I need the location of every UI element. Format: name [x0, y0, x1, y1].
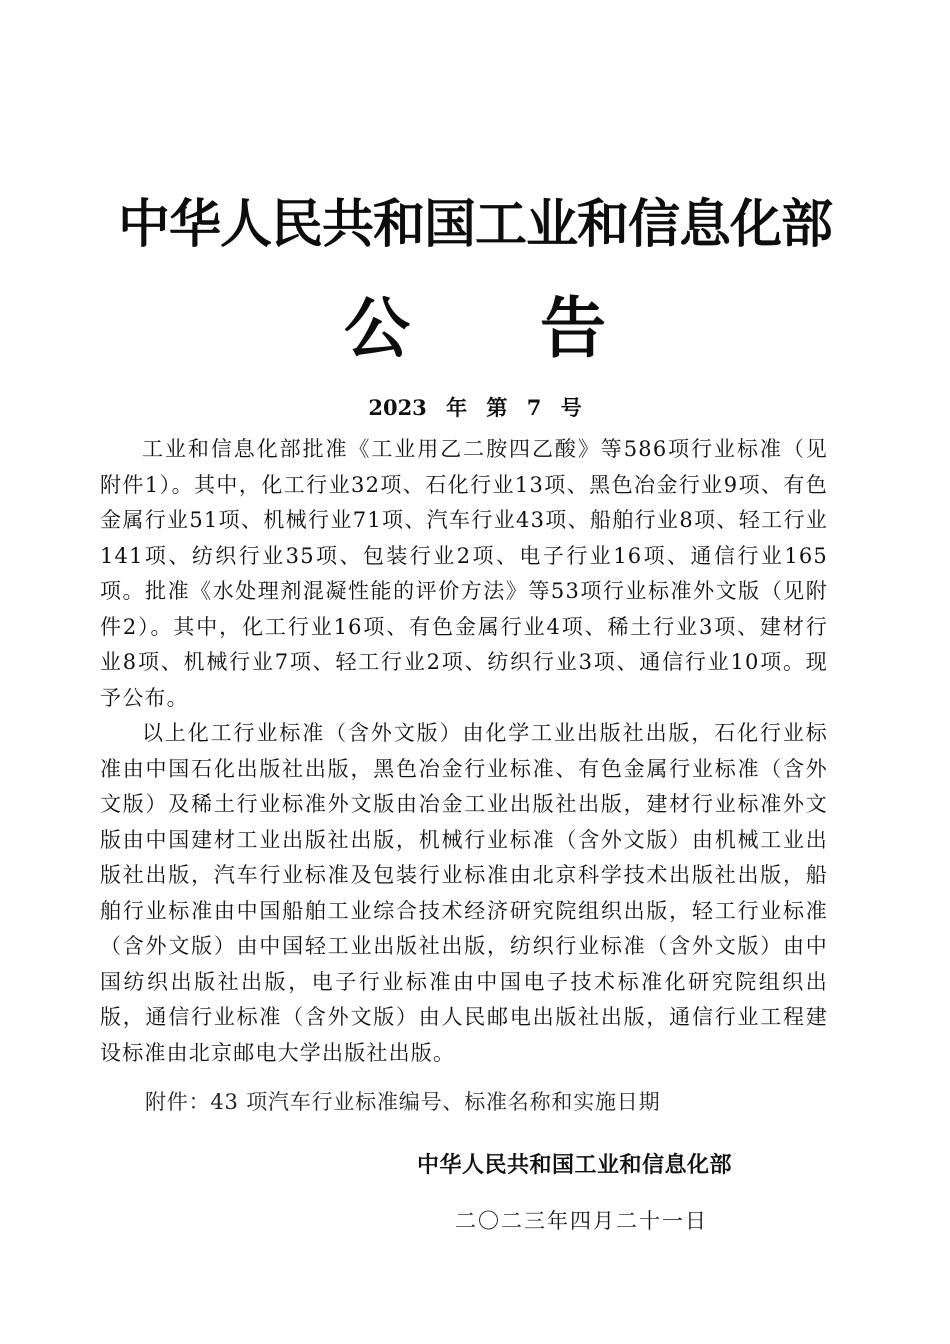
document-number: 2023 年 第 7 号	[368, 395, 582, 420]
attachment-note: 附件：43 项汽车行业标准编号、标准名称和实施日期	[145, 1090, 661, 1114]
body-paragraph-1: 工业和信息化部批准《工业用乙二胺四乙酸》等586项行业标准（见附件1）。其中，化工行业32项、石化行业13项、黑色冶金行业9项、有色金属行业51项、机械行业71项、汽车行业43项、船舶行业8项、轻工行业141项、纺织行业35项、包装行业2项、电子行业16项、通信行业165项。批准《水处理剂混凝性能的评价方法》等53项行业标准外文版（见附件2）。其中，化工行业16项、有色金属行业4项、稀土行业3项、建材行业8项、机械行业7项、轻工行业2项、纺织行业3项、通信行业10项。现予公布。	[100, 437, 828, 710]
issue-date: 二〇二三年四月二十一日	[455, 1209, 708, 1233]
body-paragraph-2: 以上化工行业标准（含外文版）由化学工业出版社出版，石化行业标准由中国石化出版社出版，黑色冶金行业标准、有色金属行业标准（含外文版）及稀土行业标准外文版由冶金工业出版社出版，建材行业标准外文版由中国建材工业出版社出版，机械行业标准（含外文版）由机械工业出版社出版，汽车行业标准及包装行业标准由北京科学技术出版社出版，船舶行业标准由中国船舶工业综合技术经济研究院组织出版，轻工行业标准（含外文版）由中国轻工业出版社出版，纺织行业标准（含外文版）由中国纺织出版社出版，电子行业标准由中国电子技术标准化研究院组织出版，通信行业标准（含外文版）由人民邮电出版社出版，通信行业工程建设标准由北京邮电大学出版社出版。	[100, 721, 828, 1065]
issuing-authority-title: 中华人民共和国工业和信息化部	[117, 195, 832, 255]
signature-authority: 中华人民共和国工业和信息化部	[417, 1153, 733, 1178]
announcement-body	[100, 432, 828, 1071]
announcement-heading: 公告	[344, 289, 736, 367]
